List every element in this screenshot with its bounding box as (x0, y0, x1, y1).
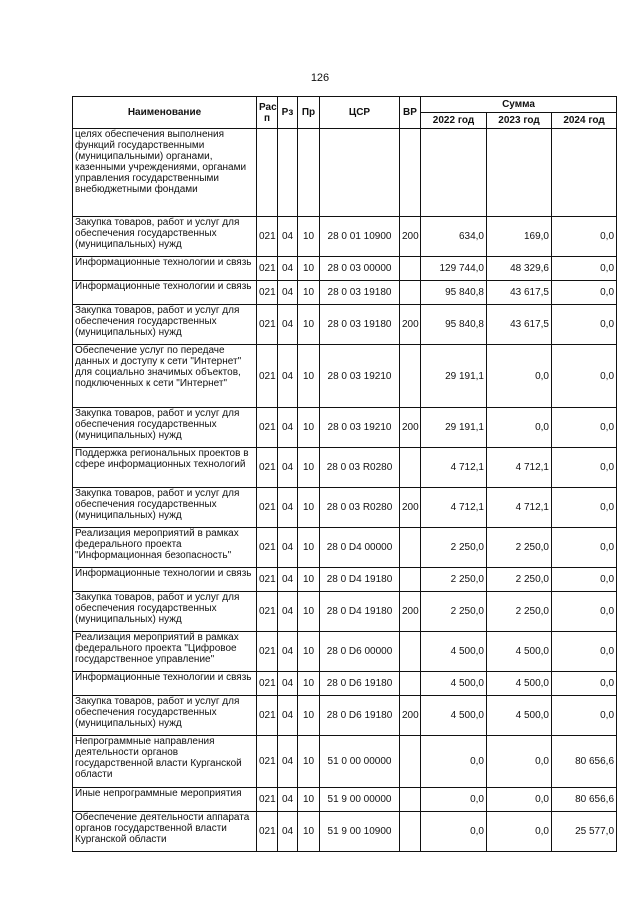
table-row (73, 217, 617, 257)
row-sum-2024: 0,0 (552, 345, 617, 408)
row-sum-2023: 4 500,0 (487, 696, 552, 736)
row-vr: 200 (400, 696, 421, 736)
row-rz: 04 (278, 788, 298, 812)
row-sum-2022: 4 500,0 (421, 672, 487, 696)
row-rasp: 021 (257, 568, 278, 592)
row-vr (400, 281, 421, 305)
row-rasp: 021 (257, 528, 278, 568)
row-sum-2022: 2 250,0 (421, 568, 487, 592)
row-sum-2022: 4 500,0 (421, 696, 487, 736)
row-pr: 10 (298, 696, 320, 736)
row-name: Информационные технологии и связь (73, 281, 257, 305)
row-sum-2023: 4 712,1 (487, 488, 552, 528)
row-sum-2024: 80 656,6 (552, 788, 617, 812)
row-vr (400, 448, 421, 488)
row-rz: 04 (278, 528, 298, 568)
row-sum-2024: 0,0 (552, 281, 617, 305)
row-pr: 10 (298, 217, 320, 257)
table-row (73, 528, 617, 568)
row-name: Информационные технологии и связь (73, 257, 257, 281)
row-name: Иные непрограммные мероприятия (73, 788, 257, 812)
row-rz: 04 (278, 812, 298, 852)
header-csr: ЦСР (320, 97, 400, 129)
row-vr (400, 812, 421, 852)
row-rasp: 021 (257, 488, 278, 528)
row-pr (298, 129, 320, 217)
row-rasp: 021 (257, 281, 278, 305)
row-rz: 04 (278, 217, 298, 257)
row-sum-2022: 0,0 (421, 788, 487, 812)
table-row (73, 448, 617, 488)
row-name: Обеспечение деятельности аппарата органов государственной власти Курганской области (73, 812, 257, 852)
row-sum-2022: 95 840,8 (421, 281, 487, 305)
table-row (73, 812, 617, 852)
row-rasp: 021 (257, 448, 278, 488)
row-pr: 10 (298, 812, 320, 852)
table-row (73, 345, 617, 408)
row-name: Закупка товаров, работ и услуг для обеспечения государственных (муниципальных) нужд (73, 305, 257, 345)
table-body (73, 129, 617, 852)
row-sum-2024: 0,0 (552, 448, 617, 488)
row-name: Закупка товаров, работ и услуг для обеспечения государственных (муниципальных) нужд (73, 592, 257, 632)
row-rasp: 021 (257, 736, 278, 788)
row-csr: 28 0 03 19180 (320, 281, 400, 305)
row-sum-2024: 0,0 (552, 305, 617, 345)
header-name: Наименование (73, 97, 257, 129)
row-rz: 04 (278, 696, 298, 736)
row-sum-2023: 169,0 (487, 217, 552, 257)
row-name: Непрограммные направления деятельности органов государственной власти Курганской области (73, 736, 257, 788)
row-rasp: 021 (257, 408, 278, 448)
row-sum-2024: 0,0 (552, 257, 617, 281)
row-csr: 28 0 D4 19180 (320, 592, 400, 632)
row-pr: 10 (298, 345, 320, 408)
row-sum-2023: 0,0 (487, 345, 552, 408)
header-sum: Сумма (421, 97, 617, 113)
row-rasp: 021 (257, 217, 278, 257)
row-pr: 10 (298, 788, 320, 812)
row-rz: 04 (278, 632, 298, 672)
row-vr (400, 257, 421, 281)
row-rasp (257, 129, 278, 217)
row-vr (400, 788, 421, 812)
row-rz: 04 (278, 672, 298, 696)
row-rasp: 021 (257, 305, 278, 345)
row-name: Закупка товаров, работ и услуг для обеспечения государственных (муниципальных) нужд (73, 217, 257, 257)
row-csr: 28 0 03 R0280 (320, 488, 400, 528)
row-name: Поддержка региональных проектов в сфере информационных технологий (73, 448, 257, 488)
row-csr: 28 0 D6 00000 (320, 632, 400, 672)
row-rz: 04 (278, 592, 298, 632)
header-rz: Рз (278, 97, 298, 129)
table-row (73, 672, 617, 696)
page-number: 126 (310, 72, 330, 84)
table-row (73, 281, 617, 305)
row-sum-2024 (552, 129, 617, 217)
row-rz: 04 (278, 281, 298, 305)
row-sum-2022: 0,0 (421, 812, 487, 852)
row-pr: 10 (298, 736, 320, 788)
row-sum-2024: 0,0 (552, 408, 617, 448)
header-rasp: Рас п (257, 97, 278, 129)
row-rasp: 021 (257, 696, 278, 736)
table-row (73, 257, 617, 281)
row-sum-2024: 0,0 (552, 632, 617, 672)
row-sum-2023: 2 250,0 (487, 592, 552, 632)
row-name: Закупка товаров, работ и услуг для обеспечения государственных (муниципальных) нужд (73, 408, 257, 448)
row-csr: 28 0 03 19210 (320, 408, 400, 448)
row-vr: 200 (400, 305, 421, 345)
row-vr (400, 736, 421, 788)
table-row (73, 305, 617, 345)
row-sum-2024: 0,0 (552, 672, 617, 696)
row-pr: 10 (298, 528, 320, 568)
row-sum-2024: 0,0 (552, 488, 617, 528)
row-rasp: 021 (257, 257, 278, 281)
header-2022: 2022 год (421, 113, 487, 129)
row-pr: 10 (298, 592, 320, 632)
row-name: Информационные технологии и связь (73, 672, 257, 696)
row-sum-2023: 0,0 (487, 788, 552, 812)
row-rasp: 021 (257, 672, 278, 696)
row-sum-2022: 95 840,8 (421, 305, 487, 345)
table-row (73, 592, 617, 632)
row-vr (400, 345, 421, 408)
row-csr: 28 0 D6 19180 (320, 696, 400, 736)
row-sum-2023: 0,0 (487, 408, 552, 448)
row-sum-2023: 0,0 (487, 736, 552, 788)
row-sum-2022: 129 744,0 (421, 257, 487, 281)
row-pr: 10 (298, 305, 320, 345)
row-rasp: 021 (257, 592, 278, 632)
table-row (73, 736, 617, 788)
row-csr: 28 0 03 R0280 (320, 448, 400, 488)
row-vr: 200 (400, 408, 421, 448)
table-row (73, 129, 617, 217)
row-sum-2022: 2 250,0 (421, 528, 487, 568)
row-sum-2022: 634,0 (421, 217, 487, 257)
row-vr (400, 632, 421, 672)
row-csr: 28 0 D6 19180 (320, 672, 400, 696)
row-sum-2023: 2 250,0 (487, 528, 552, 568)
row-pr: 10 (298, 408, 320, 448)
row-rz: 04 (278, 448, 298, 488)
row-sum-2024: 0,0 (552, 568, 617, 592)
row-rz: 04 (278, 408, 298, 448)
row-vr: 200 (400, 217, 421, 257)
row-csr: 28 0 03 00000 (320, 257, 400, 281)
row-sum-2022 (421, 129, 487, 217)
row-rasp: 021 (257, 345, 278, 408)
row-sum-2023: 4 500,0 (487, 632, 552, 672)
row-pr: 10 (298, 257, 320, 281)
row-rz (278, 129, 298, 217)
row-rz: 04 (278, 305, 298, 345)
header-2024: 2024 год (552, 113, 617, 129)
row-rasp: 021 (257, 788, 278, 812)
row-pr: 10 (298, 488, 320, 528)
table-row (73, 696, 617, 736)
table-row (73, 632, 617, 672)
row-name: Обеспечение услуг по передаче данных и доступу к сети "Интернет" для социально значимых объектов, подключенных к сети "Интернет" (73, 345, 257, 408)
header-vr: ВР (400, 97, 421, 129)
row-rz: 04 (278, 736, 298, 788)
row-rasp: 021 (257, 812, 278, 852)
row-sum-2024: 0,0 (552, 592, 617, 632)
row-sum-2024: 0,0 (552, 696, 617, 736)
row-sum-2022: 4 500,0 (421, 632, 487, 672)
table-row (73, 568, 617, 592)
table-row (73, 408, 617, 448)
row-vr (400, 672, 421, 696)
row-pr: 10 (298, 448, 320, 488)
row-pr: 10 (298, 672, 320, 696)
row-name: Закупка товаров, работ и услуг для обеспечения государственных (муниципальных) нужд (73, 488, 257, 528)
row-vr: 200 (400, 488, 421, 528)
row-sum-2023: 2 250,0 (487, 568, 552, 592)
row-sum-2023: 43 617,5 (487, 305, 552, 345)
row-vr: 200 (400, 592, 421, 632)
row-sum-2022: 4 712,1 (421, 488, 487, 528)
row-rasp: 021 (257, 632, 278, 672)
row-csr: 28 0 03 19210 (320, 345, 400, 408)
row-csr: 28 0 01 10900 (320, 217, 400, 257)
row-csr: 51 9 00 10900 (320, 812, 400, 852)
table-row (73, 488, 617, 528)
row-sum-2024: 0,0 (552, 217, 617, 257)
row-sum-2023: 43 617,5 (487, 281, 552, 305)
row-rz: 04 (278, 345, 298, 408)
row-vr (400, 528, 421, 568)
header-pr: Пр (298, 97, 320, 129)
row-csr: 51 9 00 00000 (320, 788, 400, 812)
row-csr: 28 0 D4 00000 (320, 528, 400, 568)
table-row (73, 788, 617, 812)
row-csr (320, 129, 400, 217)
row-rz: 04 (278, 568, 298, 592)
row-rz: 04 (278, 257, 298, 281)
row-sum-2022: 2 250,0 (421, 592, 487, 632)
row-sum-2023: 4 712,1 (487, 448, 552, 488)
row-pr: 10 (298, 632, 320, 672)
row-sum-2022: 0,0 (421, 736, 487, 788)
row-sum-2023: 48 329,6 (487, 257, 552, 281)
row-name: Реализация мероприятий в рамках федерального проекта "Информационная безопасность" (73, 528, 257, 568)
table-header (73, 97, 617, 129)
row-csr: 28 0 03 19180 (320, 305, 400, 345)
row-vr (400, 568, 421, 592)
row-vr (400, 129, 421, 217)
row-csr: 51 0 00 00000 (320, 736, 400, 788)
row-sum-2024: 25 577,0 (552, 812, 617, 852)
row-sum-2024: 0,0 (552, 528, 617, 568)
row-csr: 28 0 D4 19180 (320, 568, 400, 592)
row-pr: 10 (298, 281, 320, 305)
row-sum-2022: 29 191,1 (421, 345, 487, 408)
row-name: Информационные технологии и связь (73, 568, 257, 592)
row-pr: 10 (298, 568, 320, 592)
row-rz: 04 (278, 488, 298, 528)
budget-table (72, 96, 617, 852)
row-sum-2023: 4 500,0 (487, 672, 552, 696)
row-sum-2024: 80 656,6 (552, 736, 617, 788)
row-name: целях обеспечения выполнения функций государственными (муниципальными) органами, казенными учреждениями, органами управления государственными внебюджетными фондами (73, 129, 257, 217)
row-sum-2022: 4 712,1 (421, 448, 487, 488)
row-sum-2023: 0,0 (487, 812, 552, 852)
row-name: Закупка товаров, работ и услуг для обеспечения государственных (муниципальных) нужд (73, 696, 257, 736)
header-2023: 2023 год (487, 113, 552, 129)
row-sum-2023 (487, 129, 552, 217)
row-name: Реализация мероприятий в рамках федерального проекта "Цифровое государственное управление" (73, 632, 257, 672)
row-sum-2022: 29 191,1 (421, 408, 487, 448)
